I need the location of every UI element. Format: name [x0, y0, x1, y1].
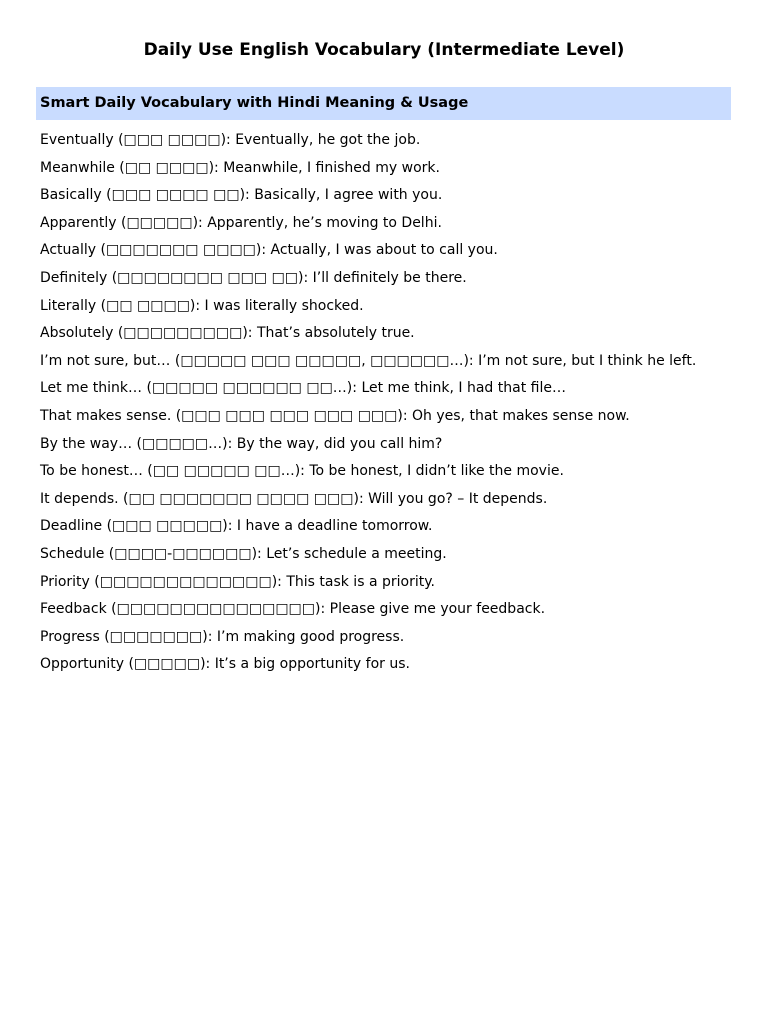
vocab-item-apparently: Apparently (□□□□□): Apparently, he’s moving to Delhi.	[40, 214, 442, 231]
vocab-item-makes-sense: That makes sense. (□□□ □□□ □□□ □□□ □□□): Oh yes, that makes sense now.	[40, 407, 630, 424]
vocab-item-meanwhile: Meanwhile (□□ □□□□): Meanwhile, I finished my work.	[40, 159, 440, 176]
vocab-item-to-be-honest: To be honest… (□□ □□□□□ □□…): To be honest, I didn’t like the movie.	[40, 463, 564, 480]
vocab-item-eventually: Eventually (□□□ □□□□): Eventually, he got the job.	[40, 132, 421, 148]
page-title: Daily Use English Vocabulary (Intermediate Level)	[143, 40, 625, 60]
vocab-item-feedback: Feedback (□□□□□□□□□□□□□□□): Please give me your feedback.	[40, 601, 546, 618]
vocab-item-not-sure: I’m not sure, but… (□□□□□ □□□ □□□□□, □□□□□□…): I’m not sure, but I think he left.	[40, 352, 697, 369]
vocab-item-let-me-think: Let me think… (□□□□□ □□□□□□ □□…): Let me think, I had that file…	[40, 380, 566, 397]
vocab-item-absolutely: Absolutely (□□□□□□□□□): That’s absolutely true.	[40, 325, 415, 342]
vocabulary-list	[40, 128, 740, 680]
vocab-item-deadline: Deadline (□□□ □□□□□): I have a deadline tomorrow.	[40, 518, 433, 535]
vocab-item-opportunity: Opportunity (□□□□□): It’s a big opportunity for us.	[40, 656, 410, 673]
section-header: Smart Daily Vocabulary with Hindi Meaning & Usage	[36, 87, 731, 120]
vocab-item-by-the-way: By the way… (□□□□□…): By the way, did you call him?	[40, 435, 443, 452]
vocab-item-actually: Actually (□□□□□□□ □□□□): Actually, I was about to call you.	[40, 242, 498, 259]
vocab-item-schedule: Schedule (□□□□-□□□□□□): Let’s schedule a meeting.	[40, 545, 447, 562]
vocab-item-progress: Progress (□□□□□□□): I’m making good progress.	[40, 628, 405, 645]
vocab-item-basically: Basically (□□□ □□□□ □□): Basically, I agree with you.	[40, 187, 443, 204]
vocab-item-literally: Literally (□□ □□□□): I was literally shocked.	[40, 297, 364, 314]
vocab-item-definitely: Definitely (□□□□□□□□ □□□ □□): I’ll definitely be there.	[40, 269, 467, 286]
vocab-item-priority: Priority (□□□□□□□□□□□□□): This task is a priority.	[40, 573, 435, 590]
vocab-item-it-depends: It depends. (□□ □□□□□□□ □□□□ □□□): Will you go? – It depends.	[40, 490, 548, 507]
